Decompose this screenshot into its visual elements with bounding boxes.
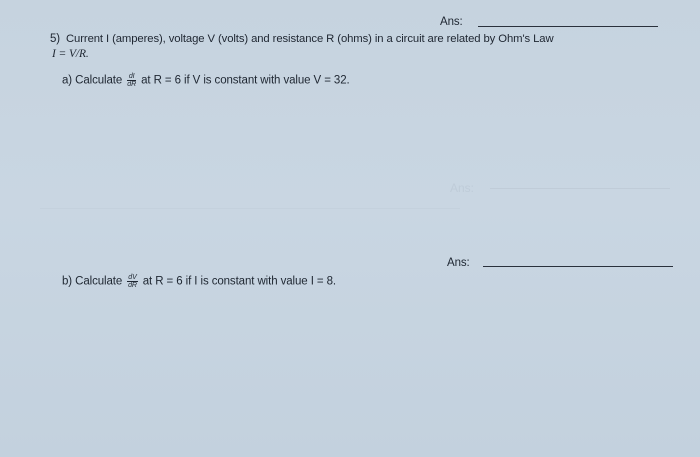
part-a-question [62, 73, 350, 88]
faint-answer-label: Ans: [450, 181, 475, 195]
top-answer-line [478, 26, 658, 27]
faint-answer-line [490, 188, 670, 189]
part-b-condition: at R = 6 if I is constant with value I = 8. [142, 275, 336, 288]
part-a-derivative [127, 73, 136, 88]
part-b-answer-label: Ans: [447, 257, 470, 269]
part-b-frac-den: dR [128, 282, 137, 289]
faint-bleed-band [40, 208, 460, 209]
top-answer-label: Ans: [440, 16, 463, 28]
problem-intro-line2: I = V/R. [52, 48, 89, 60]
part-a-frac-den: dR [127, 81, 137, 88]
problem-intro-line1: Current I (amperes), voltage V (volts) and resistance R (ohms) in a circuit are related by Ohm's Law [66, 33, 554, 45]
part-b-label: b) Calculate [62, 275, 123, 288]
problem-number: 5) [50, 33, 61, 45]
part-b-answer-line [483, 266, 673, 267]
part-a-frac-num: dI [128, 73, 135, 80]
part-b-question [62, 274, 336, 289]
part-b-frac-num: dV [128, 274, 137, 281]
part-a-condition: at R = 6 if V is constant with value V = 32. [141, 74, 350, 87]
part-a-label: a) Calculate [62, 74, 123, 87]
part-b-derivative [127, 274, 137, 289]
